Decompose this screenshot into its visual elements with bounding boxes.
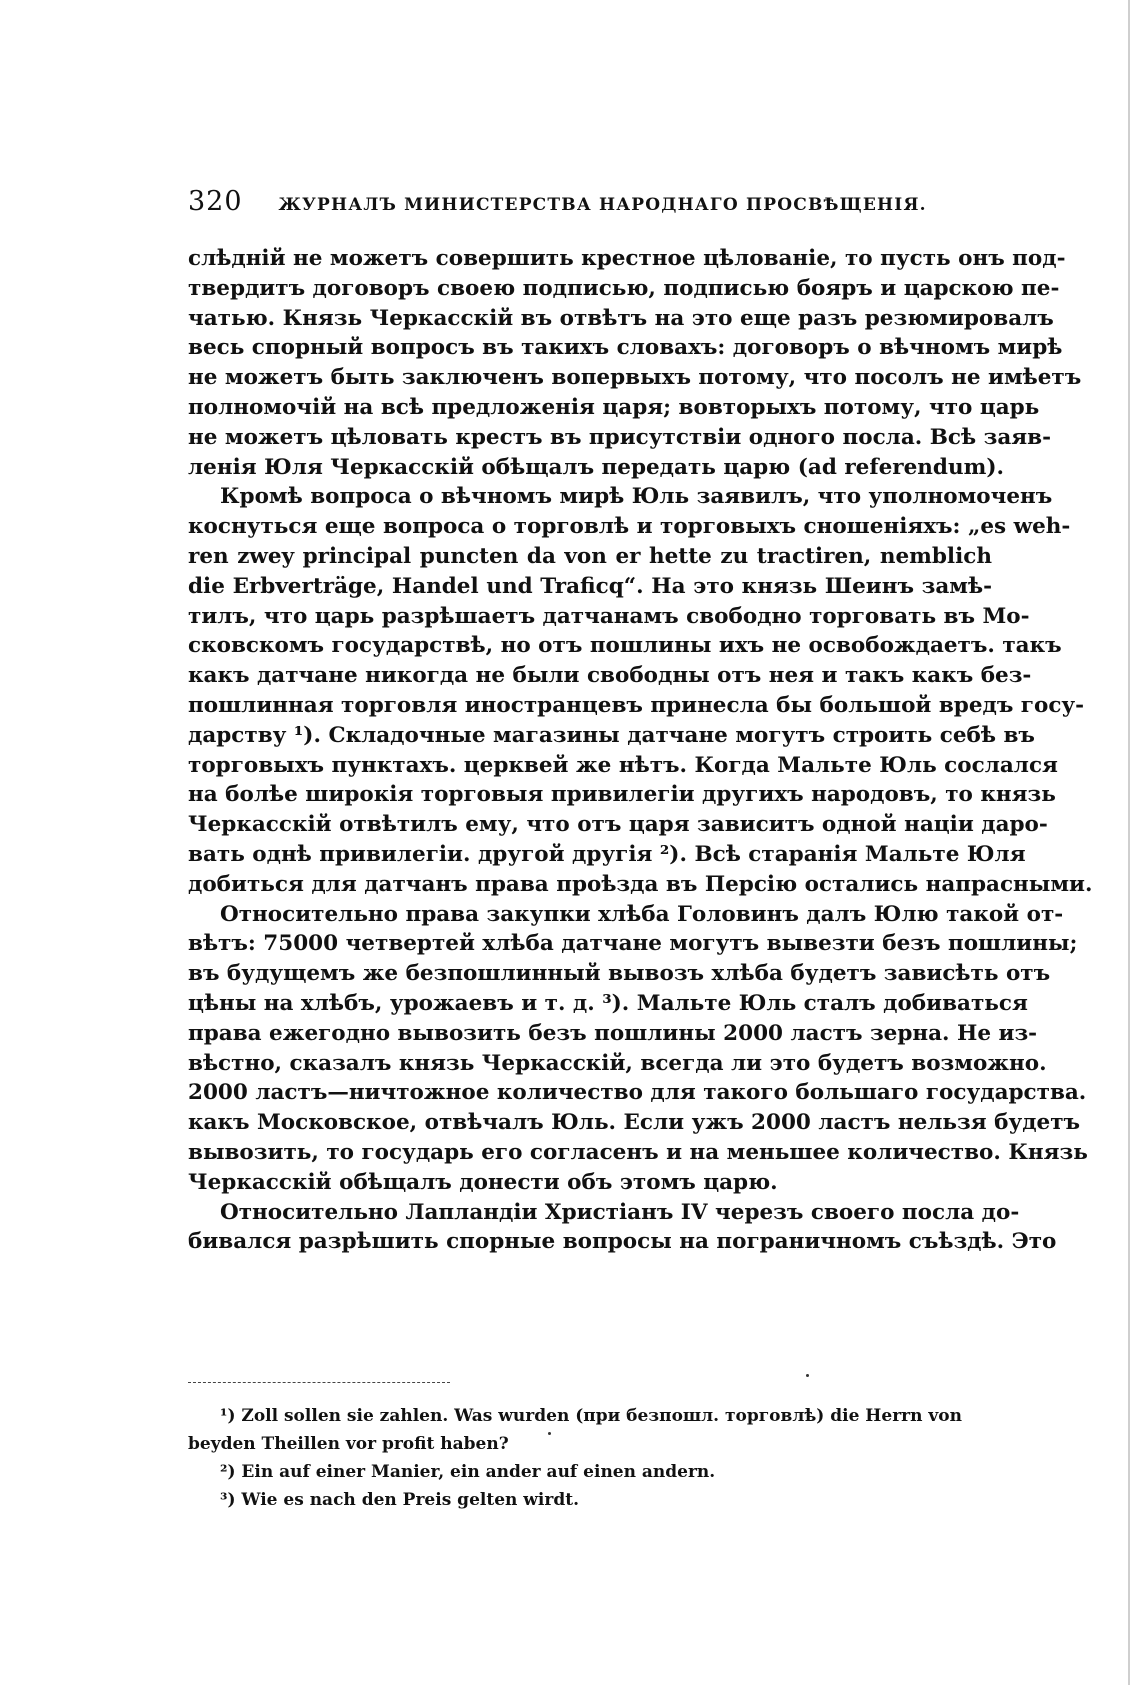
text-line: бивался разрѣшить спорные вопросы на пограничномъ съѣздѣ. Это [188,1229,1057,1255]
text-line: вѣстно, сказалъ князь Черкасскій, всегда ли это будетъ возможно. [188,1050,1047,1076]
text-line: Относительно Лапландіи Христіанъ IV черезъ своего посла до- [220,1199,1020,1225]
text-line: не можетъ быть заключенъ вопервыхъ потому, что посолъ не имѣетъ [188,365,1082,391]
text-line: die Erbverträge, Handel und Traficq“. На это князь Шеинъ замѣ- [188,573,992,599]
text-line: сковскомъ государствѣ, но отъ пошлины ихъ не освобождаетъ. такъ [188,633,1062,659]
text-line: полномочій на всѣ предложенія царя; вовторыхъ потому, что царь [188,394,1040,420]
footnote-1: ¹) Zoll sollen sie zahlen. Was wurden (при безпошл. торговлѣ) die Herrn von [220,1406,962,1426]
text-line: Относительно права закупки хлѣба Головинъ далъ Юлю такой от- [220,901,1064,927]
text-line: вывозить, то государь его согласенъ и на меньшее количество. Князь [188,1139,1088,1165]
text-line: добиться для датчанъ права проѣзда въ Персію остались напрасными. [188,871,1093,897]
text-line: вать однѣ привилегіи. другой другія ²). Всѣ старанія Мальте Юля [188,841,1026,867]
body-text [188,244,1093,1257]
footnote-2: ²) Ein auf einer Manier, ein ander auf einen andern. [220,1462,716,1482]
scan-speck [548,1432,551,1435]
page-number: 320 [188,186,243,217]
text-line: дарству ¹). Складочные магазины датчане могутъ строить себѣ въ [188,722,1035,748]
scan-edge [1128,0,1130,1685]
text-line: весь спорный вопросъ въ такихъ словахъ: договоръ о вѣчномъ мирѣ [188,335,1063,361]
text-line: цѣны на хлѣбъ, урожаевъ и т. д. ³). Мальте Юль сталъ добиваться [188,990,1028,1016]
text-line: въ будущемъ же безпошлинный вывозъ хлѣба будетъ зависѣть отъ [188,961,1051,987]
text-line: права ежегодно вывозить безъ пошлины 2000 ластъ зерна. Не из- [188,1020,1038,1046]
scan-speck [806,1374,809,1377]
text-line: коснуться еще вопроса о торговлѣ и торговыхъ сношеніяхъ: „es weh- [188,514,1071,540]
text-line: тилъ, что царь разрѣшаетъ датчанамъ свободно торговать въ Мо- [188,603,1030,629]
page-header [188,186,988,220]
text-line: пошлинная торговля иностранцевъ принесла бы большой вредъ госу- [188,692,1085,718]
text-line: вѣтъ: 75000 четвертей хлѣба датчане могутъ вывезти безъ пошлины; [188,931,1078,957]
footnote-divider [188,1382,450,1383]
text-line: на болѣе широкія торговыя привилегіи другихъ народовъ, то князь [188,782,1056,808]
text-line: Черкасскій отвѣтилъ ему, что отъ царя зависитъ одной націи даро- [188,812,1048,838]
footnote-3: ³) Wie es nach den Preis gelten wirdt. [220,1490,580,1510]
text-line: слѣдній не можетъ совершить крестное цѣлованіе, то пусть онъ под- [188,246,1066,271]
text-line: чатью. Князь Черкасскій въ отвѣтъ на это еще разъ резюмировалъ [188,305,1054,331]
text-line: ren zwey principal puncten da von er hette zu tractiren, nemblich [188,543,992,569]
footnotes [188,1402,992,1514]
text-line: Черкасскій обѣщалъ донести объ этомъ царю. [188,1169,778,1195]
text-line: торговыхъ пунктахъ. церквей же нѣтъ. Когда Мальте Юль сослался [188,752,1058,778]
footnote-1-continued: beyden Theillen vor profit haben? [188,1434,509,1454]
text-line: не можетъ цѣловать крестъ въ присутствіи одного посла. Всѣ заяв- [188,424,1052,450]
text-line: Кромѣ вопроса о вѣчномъ мирѣ Юль заявилъ, что уполномоченъ [220,484,1053,510]
running-title: ЖУРНАЛЪ МИНИСТЕРСТВА НАРОДНАГО ПРОСВѢЩЕНІЯ. [278,195,927,215]
text-line: какъ датчане никогда не были свободны отъ нея и такъ какъ без- [188,663,1032,689]
text-line: 2000 ластъ—ничтожное количество для такого большаго государства. [188,1080,1087,1106]
text-line: ленія Юля Черкасскій обѣщалъ передать царю (ad referendum). [188,454,1004,480]
text-line: какъ Московское, отвѣчалъ Юль. Если ужъ 2000 ластъ нельзя будетъ [188,1110,1081,1136]
text-line: твердитъ договоръ своею подписью, подписью бояръ и царскою пе- [188,275,1060,301]
